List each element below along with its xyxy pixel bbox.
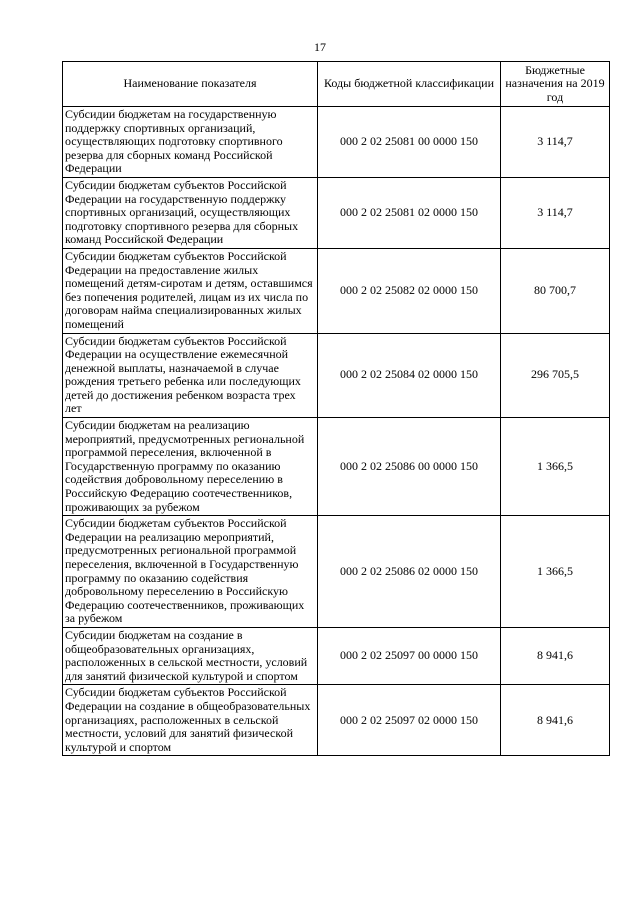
row-code: 000 2 02 25097 02 0000 150	[318, 685, 501, 756]
row-code: 000 2 02 25097 00 0000 150	[318, 627, 501, 684]
page-number: 17	[314, 40, 326, 54]
row-sum: 80 700,7	[501, 248, 610, 333]
row-code: 000 2 02 25086 00 0000 150	[318, 418, 501, 516]
row-name: Субсидии бюджетам субъектов Российской Федерации на создание в общеобразовательных организациях, расположенных в сельской местности, условий для занятий физической культурой и спортом	[63, 685, 318, 756]
table-row	[63, 685, 610, 756]
row-name: Субсидии бюджетам на реализацию мероприятий, предусмотренных региональной программой переселения, включенной в Государственную программу по оказанию содействия добровольному переселению в Российскую Федерацию соотечественников, проживающих за рубежом	[63, 418, 318, 516]
table-row	[63, 418, 610, 516]
row-sum: 1 366,5	[501, 516, 610, 628]
table-header-row	[63, 62, 610, 107]
row-name: Субсидии бюджетам субъектов Российской Федерации на предоставление жилых помещений детям-сиротам и детям, оставшимся без попечения родителей, лицам из их числа по договорам найма специализированных жилых помещений	[63, 248, 318, 333]
row-code: 000 2 02 25084 02 0000 150	[318, 333, 501, 418]
row-name: Субсидии бюджетам субъектов Российской Федерации на реализацию мероприятий, предусмотренных региональной программой переселения, включенной в Государственную программу по оказанию содействия добровольному переселению в Российскую Федерацию соотечественников, проживающих за рубежом	[63, 516, 318, 628]
table-row	[63, 333, 610, 418]
row-code: 000 2 02 25086 02 0000 150	[318, 516, 501, 628]
row-name: Субсидии бюджетам на создание в общеобразовательных организациях, расположенных в сельской местности, условий для занятий физической культурой и спортом	[63, 627, 318, 684]
table-row	[63, 248, 610, 333]
table-row	[63, 627, 610, 684]
row-sum: 3 114,7	[501, 177, 610, 248]
row-name: Субсидии бюджетам на государственную поддержку спортивных организаций, осуществляющих подготовку спортивного резерва для сборных команд Российской Федерации	[63, 107, 318, 178]
budget-table	[62, 61, 610, 756]
header-sum: Бюджетные назначения на 2019 год	[501, 62, 610, 107]
header-name: Наименование показателя	[63, 62, 318, 107]
table-row	[63, 177, 610, 248]
row-code: 000 2 02 25081 02 0000 150	[318, 177, 501, 248]
row-sum: 8 941,6	[501, 685, 610, 756]
row-sum: 296 705,5	[501, 333, 610, 418]
table-row	[63, 107, 610, 178]
row-name: Субсидии бюджетам субъектов Российской Федерации на осуществление ежемесячной денежной выплаты, назначаемой в случае рождения третьего ребенка или последующих детей до достижения ребенком возраста трех лет	[63, 333, 318, 418]
row-code: 000 2 02 25081 00 0000 150	[318, 107, 501, 178]
row-sum: 8 941,6	[501, 627, 610, 684]
header-code: Коды бюджетной классификации	[318, 62, 501, 107]
row-name: Субсидии бюджетам субъектов Российской Федерации на государственную поддержку спортивных организаций, осуществляющих подготовку спортивного резерва для сборных команд Российской Федерации	[63, 177, 318, 248]
row-code: 000 2 02 25082 02 0000 150	[318, 248, 501, 333]
table-row	[63, 516, 610, 628]
row-sum: 3 114,7	[501, 107, 610, 178]
row-sum: 1 366,5	[501, 418, 610, 516]
